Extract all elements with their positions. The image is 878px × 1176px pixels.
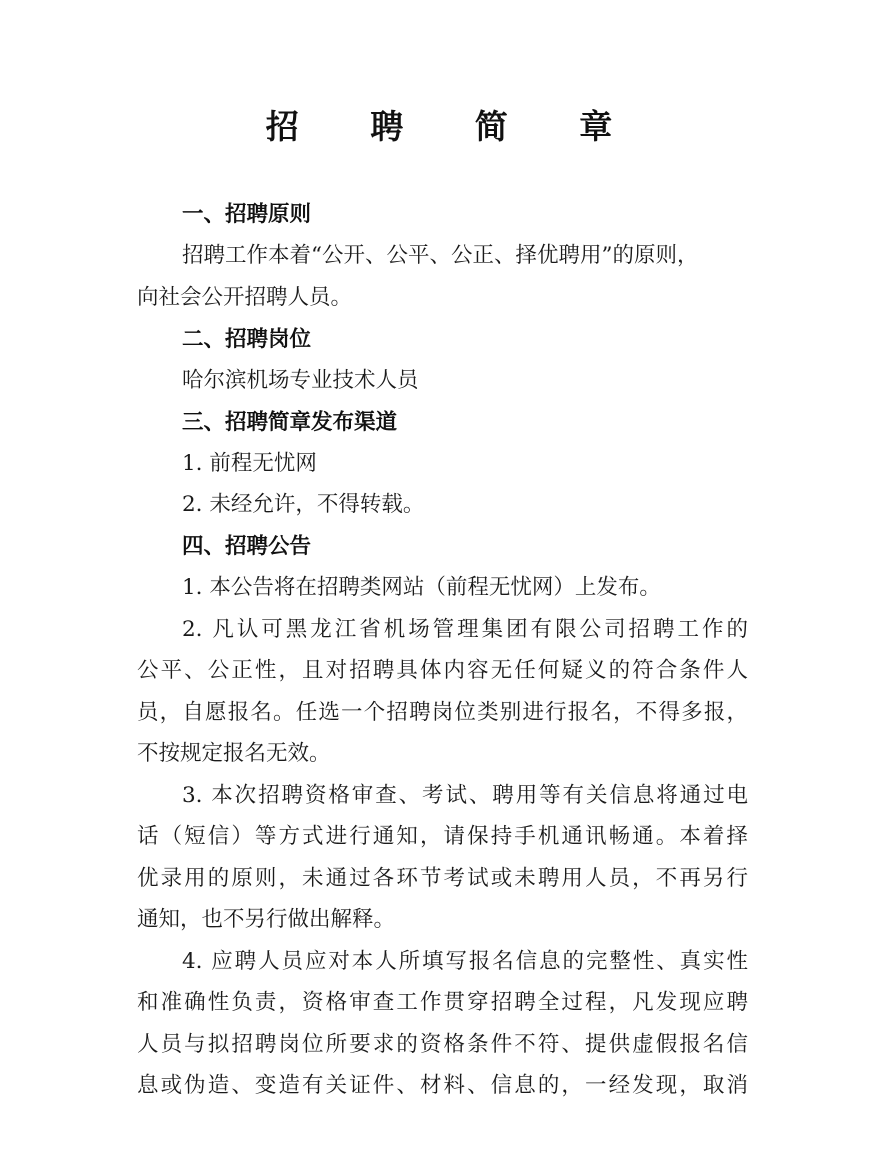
paragraph-line: 3. 本次招聘资格审查、考试、聘用等有关信息将通过电 bbox=[182, 783, 748, 808]
paragraph-line-wrap bbox=[137, 989, 878, 1017]
paragraph-line: 招聘工作本着“公开、公平、公正、择优聘用”的原则， bbox=[182, 243, 699, 268]
list-item: 1. 本公告将在招聘类网站（前程无忧网）上发布。 bbox=[182, 575, 661, 600]
paragraph-line-wrap bbox=[137, 657, 878, 685]
page-title: 招 聘 简 章 bbox=[265, 107, 643, 146]
paragraph-line: 优录用的原则，未通过各环节考试或未聘用人员，不再另行 bbox=[137, 866, 748, 891]
section-heading-positions: 二、招聘岗位 bbox=[182, 327, 312, 352]
section-heading-announcement: 四、招聘公告 bbox=[182, 534, 312, 559]
paragraph-line: 公平、公正性，且对招聘具体内容无任何疑义的符合条件人 bbox=[137, 658, 748, 683]
paragraph-line: 通知，也不另行做出解释。 bbox=[137, 907, 396, 932]
paragraph-line: 人员与拟招聘岗位所要求的资格条件不符、提供虚假报名信 bbox=[137, 1032, 748, 1057]
section-heading-principles: 一、招聘原则 bbox=[182, 202, 312, 227]
paragraph-line-wrap bbox=[137, 865, 878, 893]
paragraph-line: 哈尔滨机场专业技术人员 bbox=[182, 368, 419, 393]
list-item: 1. 前程无忧网 bbox=[182, 451, 317, 476]
paragraph-line: 4. 应聘人员应对本人所填写报名信息的完整性、真实性 bbox=[182, 949, 748, 974]
paragraph-line: 员，自愿报名。任选一个招聘岗位类别进行报名，不得多报， bbox=[137, 700, 748, 725]
paragraph-line-wrap bbox=[137, 699, 878, 727]
list-item bbox=[182, 948, 878, 976]
list-item bbox=[182, 616, 878, 644]
paragraph-line: 2. 凡认可黑龙江省机场管理集团有限公司招聘工作的 bbox=[182, 617, 748, 642]
paragraph-line-wrap bbox=[137, 823, 878, 851]
paragraph-line: 话（短信）等方式进行通知，请保持手机通讯畅通。本着择 bbox=[137, 824, 748, 849]
paragraph-line-wrap bbox=[137, 1031, 878, 1059]
section-heading-channels: 三、招聘简章发布渠道 bbox=[182, 410, 398, 435]
paragraph-line: 息或伪造、变造有关证件、材料、信息的，一经发现，取消 bbox=[137, 1073, 748, 1098]
paragraph-line: 和准确性负责，资格审查工作贯穿招聘全过程，凡发现应聘 bbox=[137, 990, 748, 1015]
list-item: 2. 未经允许，不得转载。 bbox=[182, 492, 425, 517]
paragraph-line: 向社会公开招聘人员。 bbox=[137, 285, 353, 310]
paragraph-line: 不按规定报名无效。 bbox=[137, 741, 331, 766]
list-item bbox=[182, 782, 878, 810]
paragraph-line-wrap bbox=[137, 1072, 878, 1100]
